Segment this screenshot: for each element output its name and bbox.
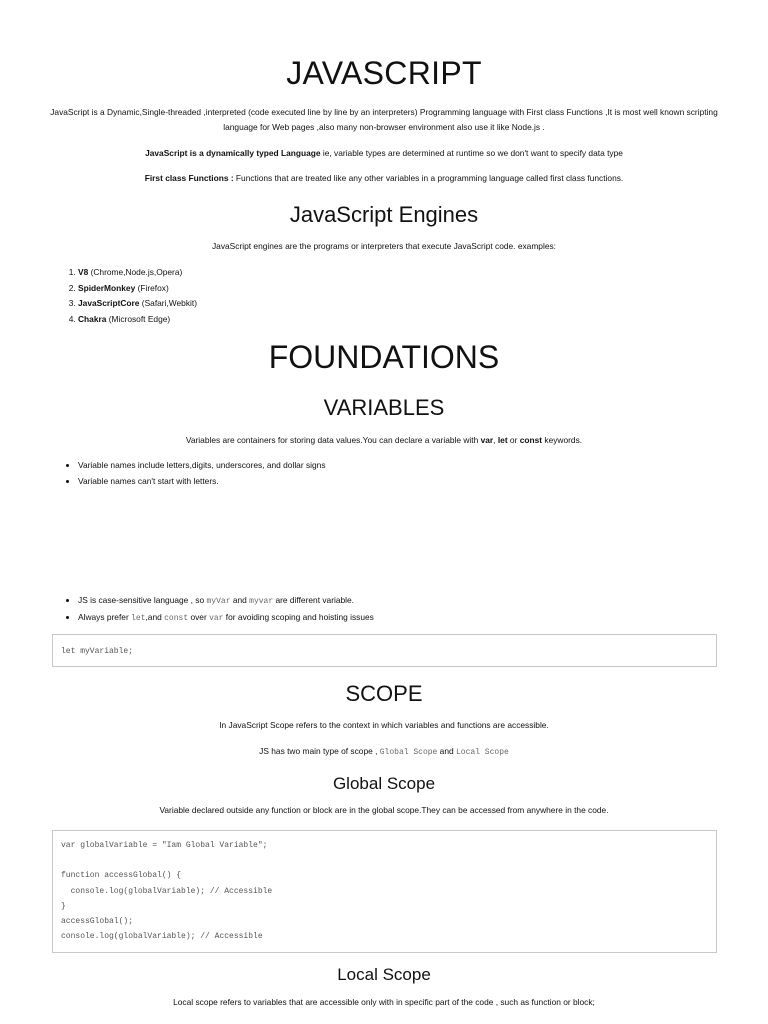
global-scope-heading: Global Scope	[332, 774, 436, 793]
global-scope-heading-block	[0, 774, 768, 794]
dynamic-typed-bold: JavaScript is a dynamically typed Language	[145, 148, 321, 158]
local-scope-heading: Local Scope	[337, 965, 431, 984]
variables-bullets-2	[0, 593, 768, 626]
intro-line-1: JavaScript is a Dynamic,Single-threaded ,interpreted (code executed line by line by an interpreters) Programming language with First class Functions ,It is most well known scripting	[50, 107, 718, 117]
scope-types-block	[0, 744, 768, 760]
variables-desc: Variables are containers for storing data values.You can declare a variable with var, let or const keywords.	[185, 435, 583, 445]
inline-code: var	[209, 613, 224, 623]
engines-desc-block	[0, 239, 768, 254]
engines-heading: JavaScript Engines	[289, 202, 479, 227]
list-item: • JS is case-sensitive language , so myVar and myvar are different variable.	[78, 593, 768, 610]
code-line: let myVariable;	[61, 647, 134, 656]
scope-desc: In JavaScript Scope refers to the context in which variables and functions are accessible.	[219, 720, 549, 730]
list-item	[78, 296, 768, 312]
first-class-rest: Functions that are treated like any other variables in a programming language called first class functions.	[233, 173, 624, 183]
engine-detail: (Safari,Webkit)	[139, 298, 198, 308]
variables-bullets-1	[0, 458, 768, 489]
variables-desc-block	[0, 433, 768, 448]
intro-line-2: language for Web pages ,also many non-browser environment also use it like Node.js .	[223, 122, 545, 132]
global-scope-desc: Variable declared outside any function or block are in the global scope.They can be accessed from anywhere in the code.	[159, 805, 609, 815]
list-item	[78, 312, 768, 328]
engines-list-block	[0, 265, 768, 327]
variable-rules-list	[0, 458, 768, 489]
dynamic-typed-rest: ie, variable types are determined at runtime so we don't want to specify data type	[320, 148, 623, 158]
keyword-const: const	[519, 435, 543, 445]
title-block	[0, 55, 768, 91]
variables-code-block	[52, 634, 717, 667]
engine-detail: (Chrome,Node.js,Opera)	[88, 267, 183, 277]
scope-types: JS has two main type of scope , Global Scope and Local Scope	[259, 746, 509, 757]
list-item	[78, 265, 768, 281]
first-class-bold: First class Functions :	[144, 173, 234, 183]
global-scope-desc-block	[0, 803, 768, 818]
engine-name: Chakra	[78, 313, 107, 324]
global-scope-code-block	[52, 830, 717, 953]
first-class-paragraph	[0, 171, 768, 186]
code-line: }	[61, 901, 66, 911]
page-title: JAVASCRIPT	[286, 55, 482, 91]
engine-name: JavaScriptCore	[78, 298, 140, 308]
engines-heading-block	[0, 202, 768, 228]
engine-detail: (Microsoft Edge)	[106, 313, 171, 324]
inline-code: myVar	[206, 597, 231, 606]
variable-tips-list	[0, 593, 768, 626]
keyword-var: var	[480, 435, 494, 445]
inline-code: myvar	[249, 597, 274, 606]
keyword-let: let	[497, 435, 508, 445]
scope-desc-block	[0, 718, 768, 733]
scope-heading-block	[0, 681, 768, 707]
local-scope-heading-block	[0, 965, 768, 985]
inline-code: Global Scope	[379, 748, 438, 757]
code-line: console.log(globalVariable); // Accessible	[61, 886, 273, 896]
local-scope-desc-block	[0, 995, 768, 1010]
list-item: • Variable names can't start with letters.	[78, 474, 768, 490]
local-scope-desc: Local scope refers to variables that are accessible only with in specific part of the code , such as function or block;	[173, 997, 595, 1007]
intro-paragraph	[0, 105, 768, 135]
code-line	[61, 853, 708, 868]
code-line: accessGlobal();	[61, 916, 134, 926]
engines-list	[0, 265, 768, 327]
variables-heading-block	[0, 395, 768, 421]
engine-detail: (Firefox)	[135, 282, 169, 293]
dynamic-typed-paragraph	[0, 146, 768, 161]
inline-code: let	[131, 613, 146, 623]
variables-heading: VARIABLES	[323, 395, 445, 420]
code-line: var globalVariable = "Iam Global Variable";	[61, 841, 268, 850]
code-line: console.log(globalVariable); // Accessible	[61, 932, 263, 942]
code-line: function accessGlobal() {	[61, 871, 182, 881]
foundations-heading-block	[0, 339, 768, 375]
engine-name: V8	[78, 267, 89, 277]
list-item: • Variable names include letters,digits, underscores, and dollar signs	[78, 458, 768, 474]
list-item	[78, 281, 768, 297]
list-item: • Always prefer let,and const over var for avoiding scoping and hoisting issues	[78, 610, 768, 627]
inline-code: const	[164, 613, 189, 623]
inline-code: Local Scope	[456, 748, 509, 757]
engines-desc: JavaScript engines are the programs or interpreters that execute JavaScript code. examples:	[211, 241, 556, 251]
scope-heading: SCOPE	[345, 681, 423, 706]
foundations-heading: FOUNDATIONS	[268, 339, 500, 375]
engine-name: SpiderMonkey	[78, 282, 136, 293]
